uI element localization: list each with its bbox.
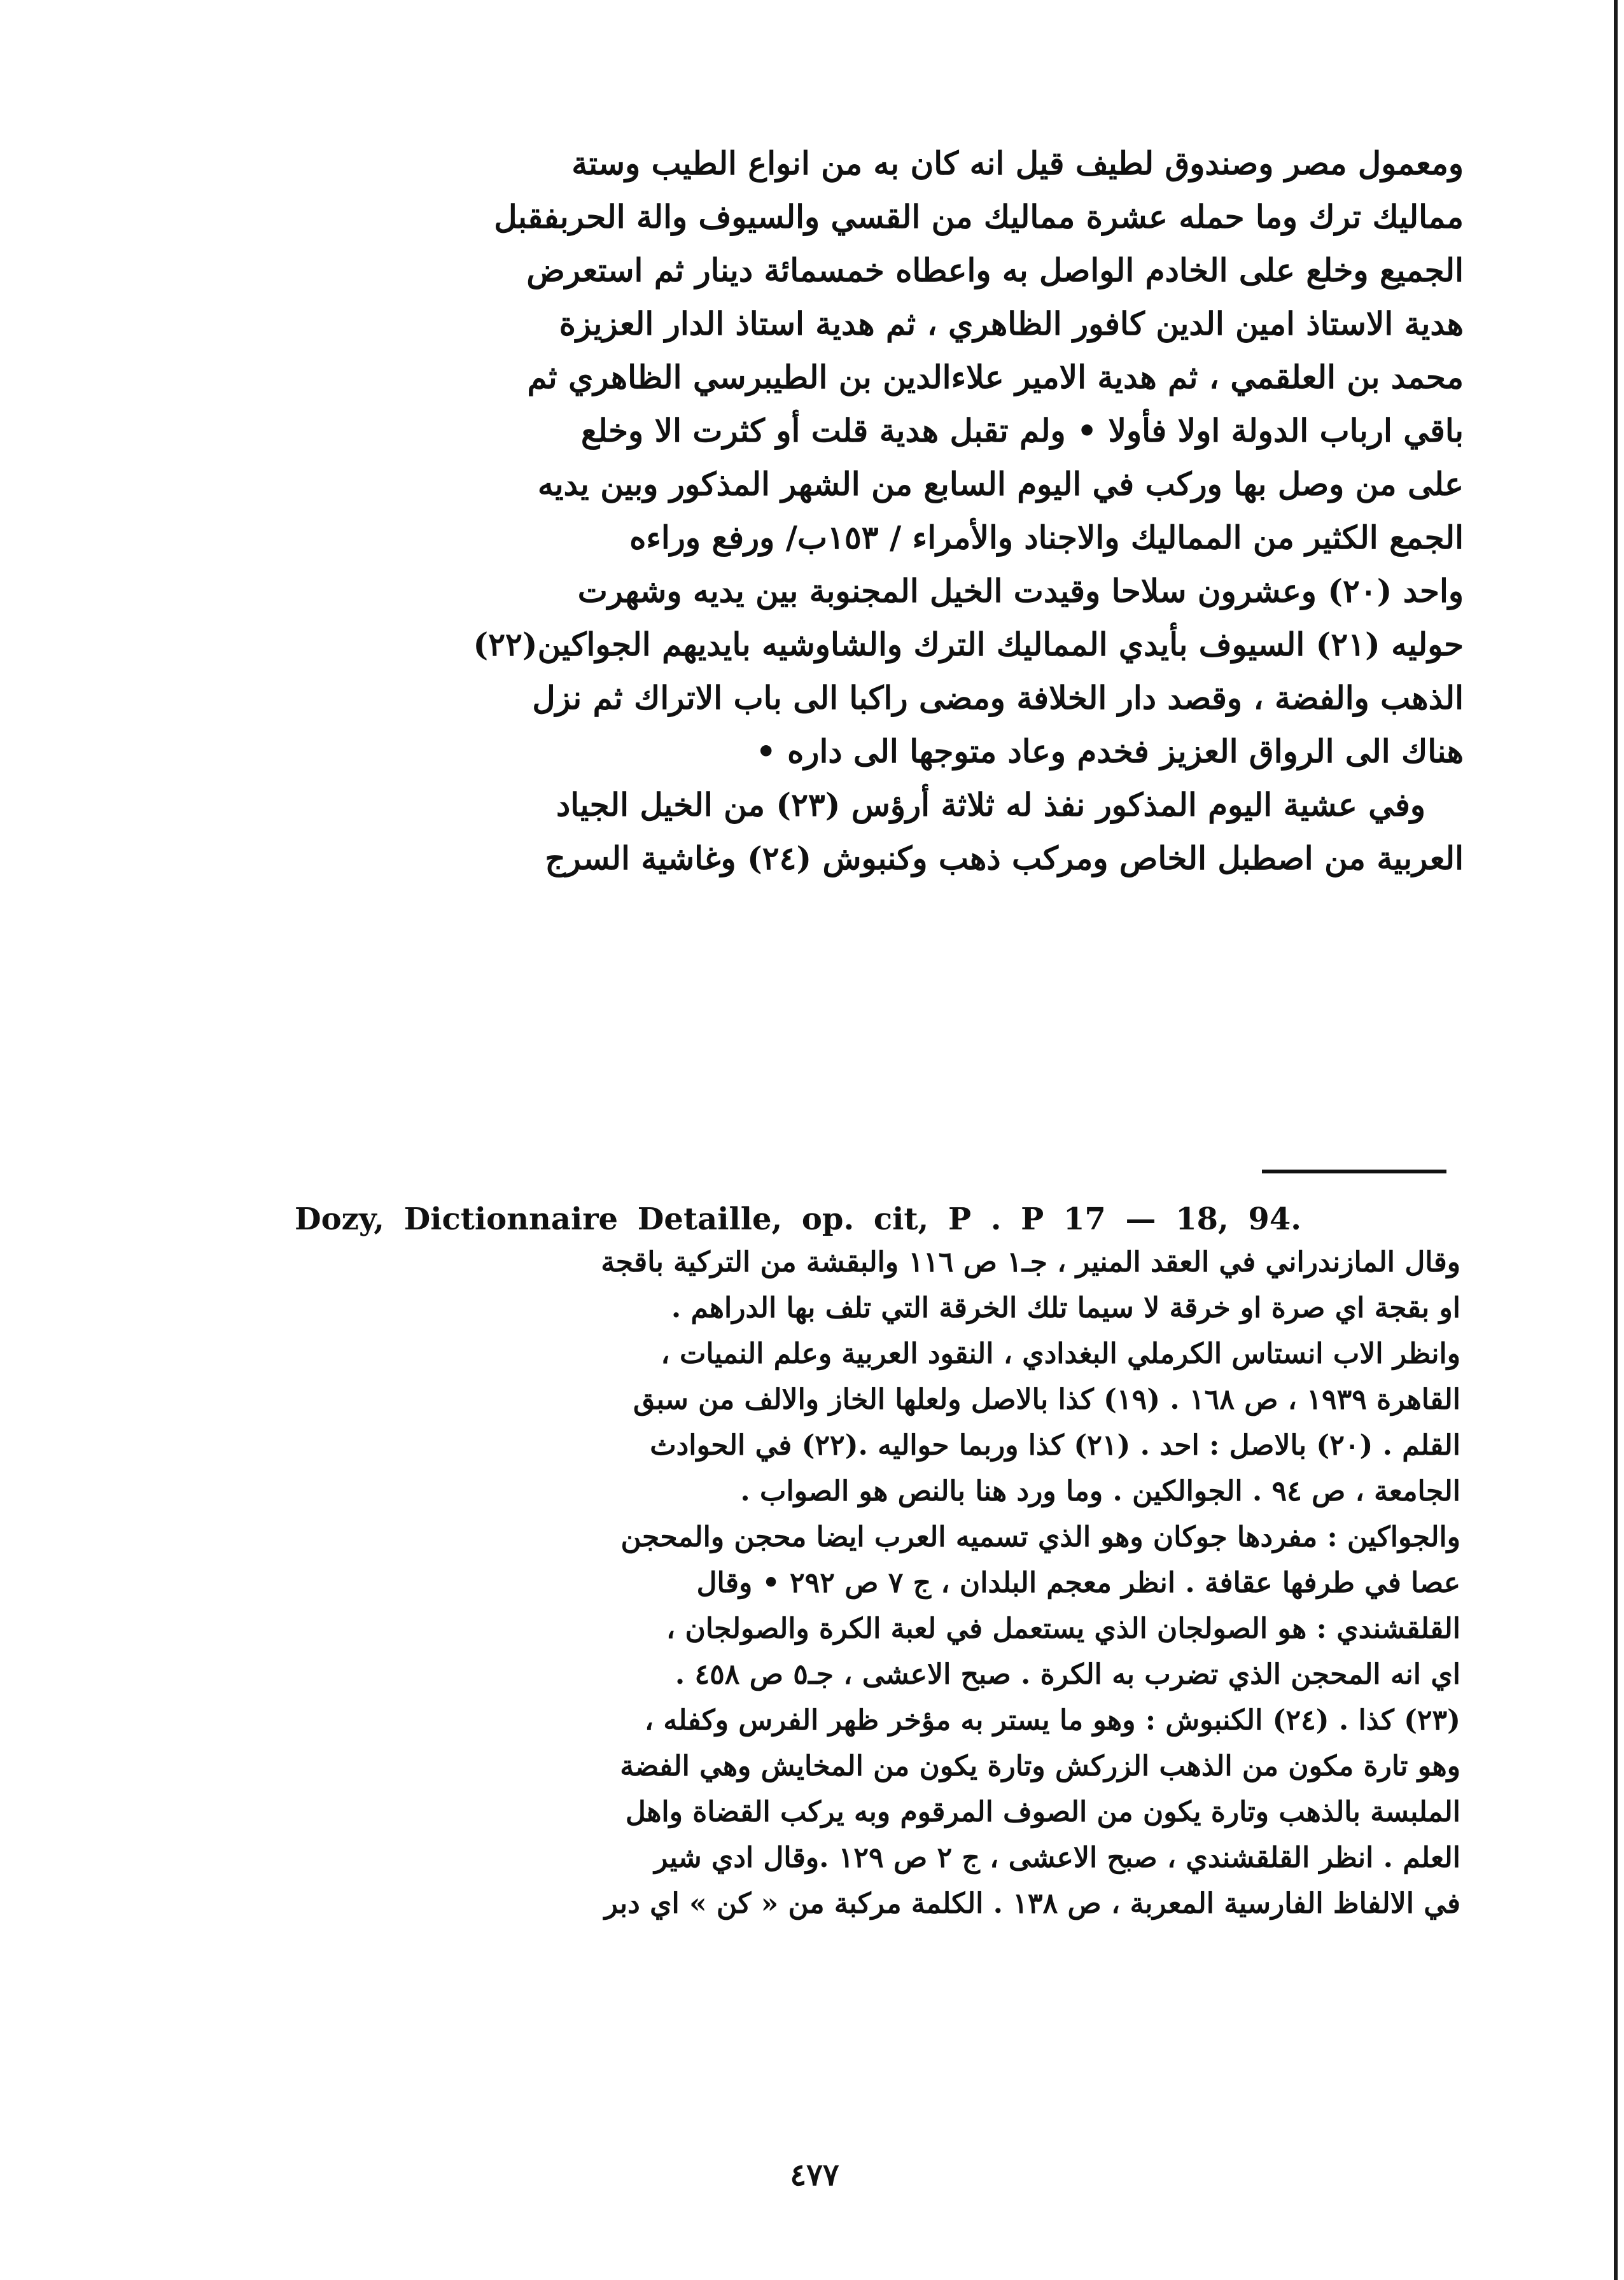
page-number: ٤٧٧ [790,2157,839,2193]
footnote-line: وهو تارة مكون من الذهب الزركش وتارة يكون من المخايش وهي الفضة [620,1750,1460,1782]
main-line: ومعمول مصر وصندوق لطيف قيل انه كان به من انواع الطيب وستة [571,144,1464,182]
footnote-line: او بقجة اي صرة او خرقة لا سيما تلك الخرقة التي تلف بها الدراهم . [671,1292,1460,1324]
footnote-line: وقال المازندراني في العقد المنير ، جـ١ ص ١١٦ والبقشة من التركية باقجة [601,1246,1460,1278]
footnotes [286,1240,1460,1927]
main-line: حوليه (٢١) السيوف بأيدي المماليك الترك والشاوشيه بايديهم الجواكين(٢٢) [473,626,1464,663]
footnote-line: القلقشندي : هو الصولجان الذي يستعمل في لعبة الكرة والصولجان ، [666,1612,1460,1645]
main-line: الجميع وخلع على الخادم الواصل به واعطاه خمسمائة دينار ثم استعرض [526,251,1464,289]
main-line: واحد (٢٠) وعشرون سلاحا وقيدت الخيل المجنوبة بين يديه وشهرت [577,572,1464,610]
footnote-line: الملبسة بالذهب وتارة يكون من الصوف المرقوم وبه يركب القضاة واهل [625,1796,1460,1828]
main-line: الجمع الكثير من المماليك والاجناد والأمراء / ١٥٣ب/ ورفع وراءه [629,519,1464,556]
page-edge-rule [1614,0,1618,2280]
footnote-line: (٢٣) كذا . (٢٤) الكنبوش : وهو ما يستر به مؤخر ظهر الفرس وكفله ، [644,1704,1460,1737]
footnote-line: العلم . انظر القلقشندي ، صبح الاعشى ، ج ٢ ص ١٢٩ .وقال ادي شير [654,1842,1460,1874]
main-line: محمد بن العلقمي ، ثم هدية الامير علاءالدين بن الطيبرسي الظاهري ثم [527,358,1464,396]
main-body-text [280,137,1464,885]
main-line: هدية الاستاذ امين الدين كافور الظاهري ، ثم هدية استاذ الدار العزيزة [559,305,1464,342]
main-line: مماليك ترك وما حمله عشرة مماليك من القسي والسيوف والة الحربفقبل [494,198,1464,235]
footnote-line: القاهرة ١٩٣٩ ، ص ١٦٨ . (١٩) كذا بالاصل ولعلها الخاز والالف من سبق [633,1383,1460,1416]
footnote-line: القلم . (٢٠) بالاصل : احد . (٢١) كذا وربما حواليه .(٢٢) في الحوادث [650,1429,1460,1462]
main-line: باقي ارباب الدولة اولا فأولا • ولم تقبل هدية قلت أو كثرت الا وخلع [580,412,1464,449]
footnote-line: الجامعة ، ص ٩٤ . الجوالكين . وما ورد هنا بالنص هو الصواب . [740,1475,1460,1507]
footnote-reference-latin: Dozy, Dictionnaire Detaille, op. cit, P . P 17 — 18, 94. [295,1201,1301,1237]
main-line: الذهب والفضة ، وقصد دار الخلافة ومضى راكبا الى باب الاتراك ثم نزل [532,679,1464,717]
main-line: العربية من اصطبل الخاص ومركب ذهب وكنبوش (٢٤) وغاشية السرج [545,839,1464,877]
main-line: هناك الى الرواق العزيز فخدم وعاد متوجها الى داره • [755,732,1464,770]
main-line: على من وصل بها وركب في اليوم السابع من الشهر المذكور وبين يديه [537,465,1464,503]
main-line: وفي عشية اليوم المذكور نفذ له ثلاثة أرؤس (٢٣) من الخيل الجياد [556,786,1425,823]
footnote-line: اي انه المحجن الذي تضرب به الكرة . صبح الاعشى ، جـ٥ ص ٤٥٨ . [675,1658,1460,1691]
footnote-line: والجواكين : مفردها جوكان وهو الذي تسميه العرب ايضا محجن والمحجن [620,1521,1460,1553]
footnote-separator [1262,1170,1446,1173]
footnote-line: في الالفاظ الفارسية المعربة ، ص ١٣٨ . الكلمة مركبة من « كن » اي دبر [604,1887,1460,1920]
footnote-line: عصا في طرفها عقافة . انظر معجم البلدان ، ج ٧ ص ٢٩٢ • وقال [696,1567,1460,1599]
footnote-line: وانظر الاب انستاس الكرملي البغدادي ، النقود العربية وعلم النميات ، [661,1338,1460,1370]
